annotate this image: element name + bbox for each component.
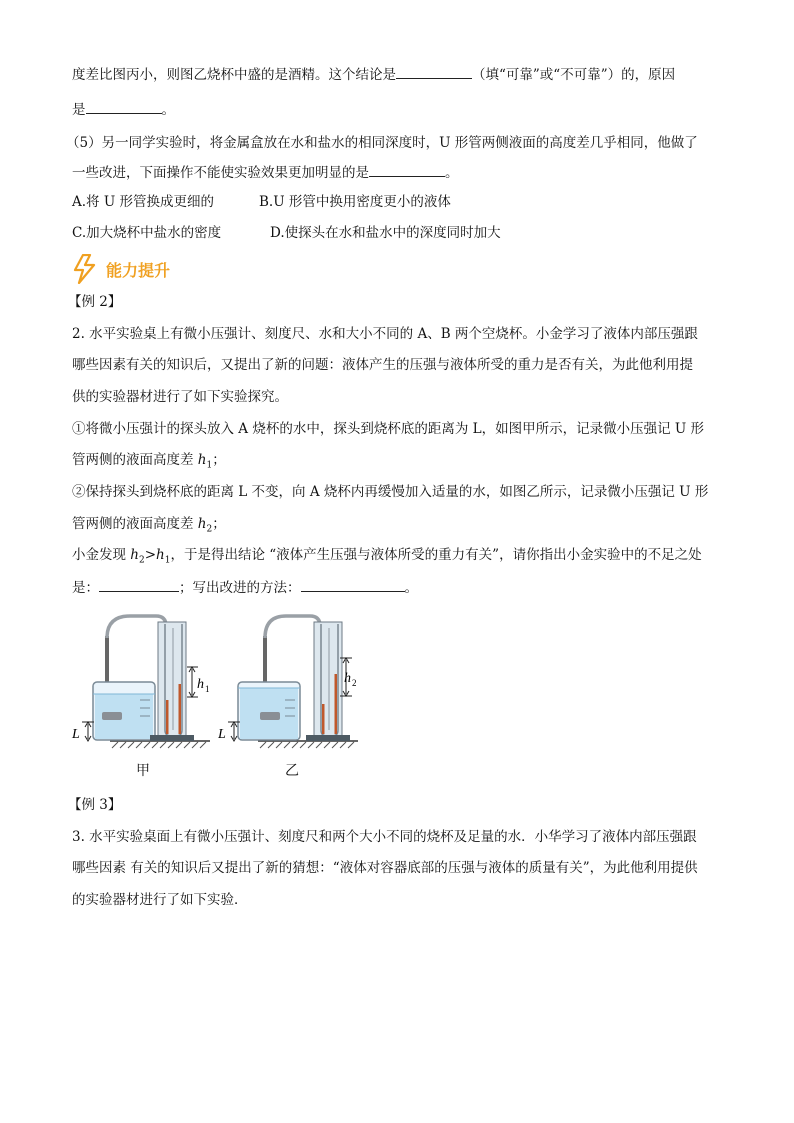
text: 是：: [72, 580, 99, 596]
subscript: 1: [164, 555, 171, 566]
h1-label: h: [197, 677, 204, 692]
subscript: 2: [139, 555, 145, 566]
answer-blank[interactable]: [86, 99, 162, 114]
beaker: [93, 682, 155, 740]
paragraph-line: 哪些因素 有关的知识后又提出了新的猜想：“液体对容器底部的压强与液体的质量有关”，为此他利用提供: [72, 860, 698, 876]
paragraph-line: 3. 水平实验桌面上有微小压强计、刻度尺和两个大小不同的烧杯及足量的水．小华学习了液体内部压强跟: [72, 829, 697, 845]
u-tube-manometer: [150, 622, 194, 741]
answer-blank[interactable]: [396, 64, 472, 79]
var-h: h: [130, 547, 139, 563]
question-line: [72, 64, 675, 85]
answer-line: [72, 577, 418, 598]
question-line: [72, 162, 459, 183]
var-h: h: [197, 516, 207, 532]
figure-jia: [70, 608, 220, 758]
step-1-cont: [72, 450, 226, 476]
text: 是: [72, 102, 86, 118]
probe-head: [102, 712, 122, 720]
figure-label-jia: 甲: [136, 763, 150, 779]
figure-label-yi: 乙: [285, 763, 299, 779]
paragraph-line: 哪些因素有关的知识后，又提出了新的问题：液体产生的压强与液体所受的重力是否有关，为此他利用提: [72, 357, 693, 373]
answer-blank[interactable]: [99, 577, 179, 592]
var-h: h: [197, 452, 207, 468]
h1-subscript: 1: [205, 684, 210, 694]
step-1: ①将微小压强计的探头放入 A 烧杯的水中，探头到烧杯底的距离为 L，如图甲所示，记录微小压强记 U 形: [72, 421, 705, 437]
h2-label: h: [344, 671, 351, 686]
example-tag: 【例 3】: [68, 797, 122, 813]
var-h: h: [156, 547, 165, 563]
table-hatch: [258, 741, 358, 748]
subscript: 1: [206, 460, 213, 471]
option-c[interactable]: C.加大烧杯中盐水的密度: [72, 225, 222, 241]
text: ；写出改进的方法：: [179, 580, 301, 596]
question-line: [72, 99, 175, 120]
paragraph-line: 供的实验器材进行了如下实验探究。: [72, 389, 288, 405]
text: 。: [161, 102, 175, 118]
option-a[interactable]: A.将 U 形管换成更细的: [72, 194, 215, 210]
conclusion-line: [72, 545, 702, 571]
table-hatch: [110, 741, 210, 748]
section-header: [72, 254, 170, 284]
subscript: 2: [206, 524, 213, 535]
text: ；: [212, 452, 226, 468]
figure-yi: [218, 608, 368, 758]
option-d[interactable]: D.使探头在水和盐水中的深度同时加大: [270, 225, 501, 241]
paragraph-line: 的实验器材进行了如下实验．: [72, 892, 248, 908]
step-2-cont: [72, 514, 226, 540]
rubber-tube: [265, 616, 320, 638]
text: >: [144, 547, 157, 563]
beaker: [238, 682, 300, 740]
text: 。: [445, 165, 459, 181]
option-b[interactable]: B.U 形管中换用密度更小的液体: [259, 194, 451, 210]
rubber-tube: [107, 616, 166, 638]
step-2: ②保持探头到烧杯底的距离 L 不变，向 A 烧杯内再缓慢加入适量的水，如图乙所示，记录微小压强记 U 形: [72, 484, 709, 500]
answer-blank[interactable]: [301, 577, 405, 592]
text: （填“可靠”或“不可靠”）的，原因: [472, 67, 676, 83]
text: 小金发现: [72, 547, 131, 563]
L-label: L: [218, 727, 226, 742]
L-label: L: [72, 727, 80, 742]
paragraph-line: 2. 水平实验桌上有微小压强计、刻度尺、水和大小不同的 A、B 两个空烧杯。小金学习了液体内部压强跟: [72, 326, 698, 342]
text: 度差比图丙小，则图乙烧杯中盛的是酒精。这个结论是: [72, 67, 396, 83]
probe-head: [260, 712, 280, 720]
answer-blank[interactable]: [369, 162, 445, 177]
lightning-icon: [72, 254, 98, 284]
text: 一些改进，下面操作不能使实验效果更加明显的是: [72, 165, 369, 181]
text: 管两侧的液面高度差: [72, 452, 198, 468]
text: ；: [212, 516, 226, 532]
h2-subscript: 2: [352, 678, 357, 688]
example-tag: 【例 2】: [68, 294, 122, 310]
text: 。: [404, 580, 418, 596]
section-title: 能力提升: [106, 260, 171, 280]
text: 管两侧的液面高度差: [72, 516, 198, 532]
question-5: （5）另一同学实验时，将金属盒放在水和盐水的相同深度时，U 形管两侧液面的高度差几乎相同，他做了: [66, 135, 698, 151]
text: ，于是得出结论 “液体产生压强与液体所受的重力有关”，请你指出小金实验中的不足之处: [170, 547, 702, 563]
